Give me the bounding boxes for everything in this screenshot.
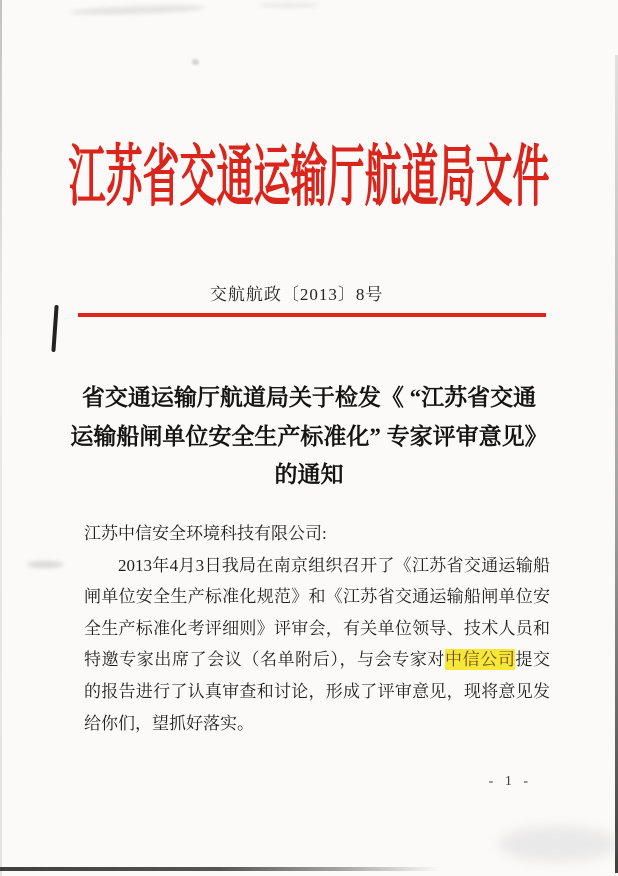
scan-smudge xyxy=(192,59,199,65)
scan-smudge xyxy=(258,2,320,8)
pen-mark-artifact xyxy=(51,305,58,352)
notice-title-line: 的通知 xyxy=(274,462,344,487)
document-number: 交航航政〔2013〕8号 xyxy=(209,285,384,304)
recipient-line: 江苏中信安全环境科技有限公司: xyxy=(84,524,327,543)
paragraph-text-after: 提交的报告进行了认真审查和讨论，形成了评审意见，现将意见发给你们，望抓好落实。 xyxy=(84,650,551,733)
highlighted-company-name: 中信公司 xyxy=(445,650,516,670)
notice-title-line: 省交通运输厅航道局关于检发《 “江苏省交通 xyxy=(81,385,537,410)
scan-smudge xyxy=(498,826,618,862)
scan-edge-bottom xyxy=(0,867,440,871)
notice-body xyxy=(84,518,550,739)
notice-title xyxy=(59,379,559,495)
paragraph-text-before: 2013年4月3日我局在南京组织召开了《江苏省交通运输船闸单位安全生产标准化规范》和《江苏省交通运输船闸单位安全生产标准化考评细则》评审会，有关单位领导、技术人员和特邀专家出席了会议（名单附后），与会专家对 xyxy=(84,555,550,670)
letterhead-title xyxy=(0,141,618,216)
body-paragraph xyxy=(84,550,550,740)
letterhead-title-text: 江苏省交通运输厅航道局文件 xyxy=(68,141,550,216)
scan-smudge xyxy=(27,561,63,568)
notice-title-line: 运输船闸单位安全生产标准化” 专家评审意见》 xyxy=(70,423,548,449)
red-separator-line xyxy=(78,313,546,317)
scan-smudge xyxy=(70,4,205,17)
scan-edge-left xyxy=(0,0,2,876)
page-number: - 1 - xyxy=(488,774,532,789)
